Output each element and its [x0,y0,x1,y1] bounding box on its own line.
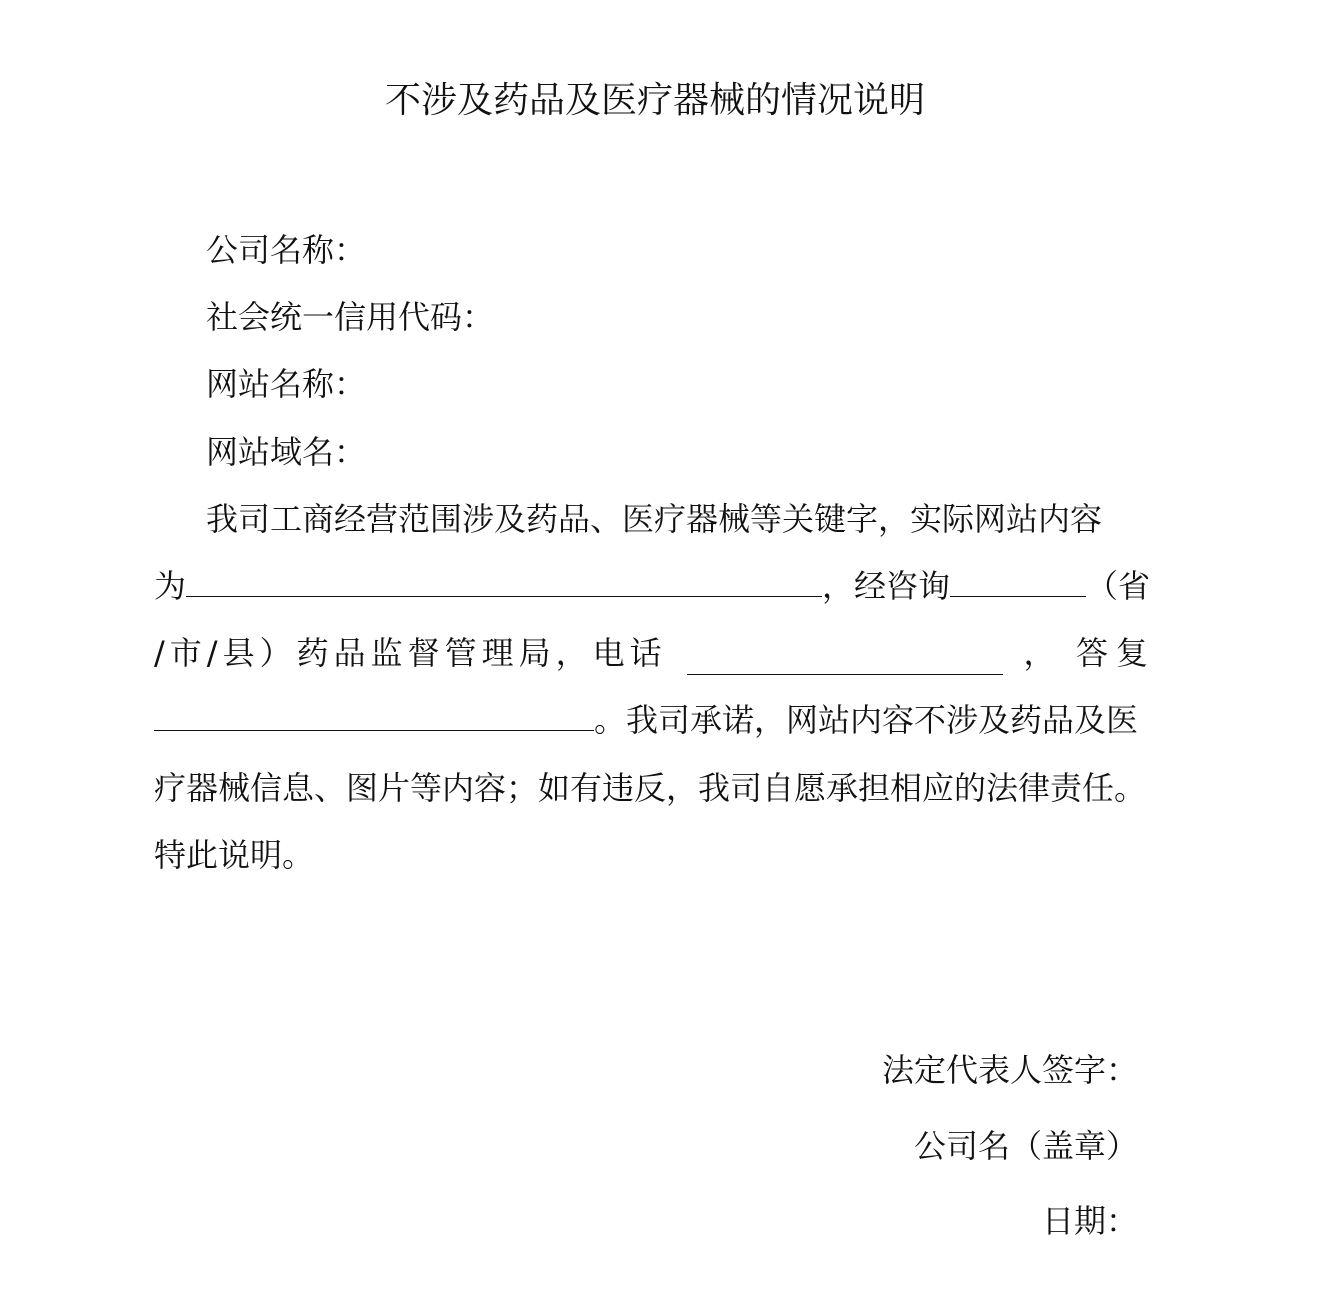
province-blank [950,566,1086,597]
date-label: 日期： [1041,1202,1138,1240]
body-line-3 [154,631,1156,675]
body-line-2-suffix: （省 [1086,567,1151,605]
content-blank [186,566,822,597]
body-line-6: 特此说明。 [154,836,315,874]
site-name-label: 网站名称： [206,365,367,403]
body-line-3-suffix: 答复 [1075,634,1156,672]
body-line-2-prefix: 为 [154,567,187,605]
reply-blank [154,700,594,731]
body-line-1: 我司工商经营范围涉及药品、医疗器械等关键字，实际网站内容 [206,500,1103,538]
credit-code-label: 社会统一信用代码： [206,298,495,336]
body-line-3-comma: ， [1023,634,1056,672]
company-seal-label: 公司名（盖章） [913,1127,1138,1165]
body-line-4-suffix: 。我司承诺，网站内容不涉及药品及医 [594,701,1139,739]
body-line-4 [154,698,1156,742]
body-line-3-prefix: /市/县）药品监督管理局，电话 [154,634,667,672]
phone-blank [687,644,1003,675]
document-title: 不涉及药品及医疗器械的情况说明 [384,80,925,121]
body-line-2 [154,564,1156,608]
body-line-2-mid: ，经咨询 [822,567,951,605]
body-line-5: 疗器械信息、图片等内容；如有违反，我司自愿承担相应的法律责任。 [154,769,1147,807]
site-domain-label: 网站域名： [206,433,367,471]
company-name-label: 公司名称： [206,231,367,269]
legal-rep-signature-label: 法定代表人签字： [881,1051,1138,1089]
